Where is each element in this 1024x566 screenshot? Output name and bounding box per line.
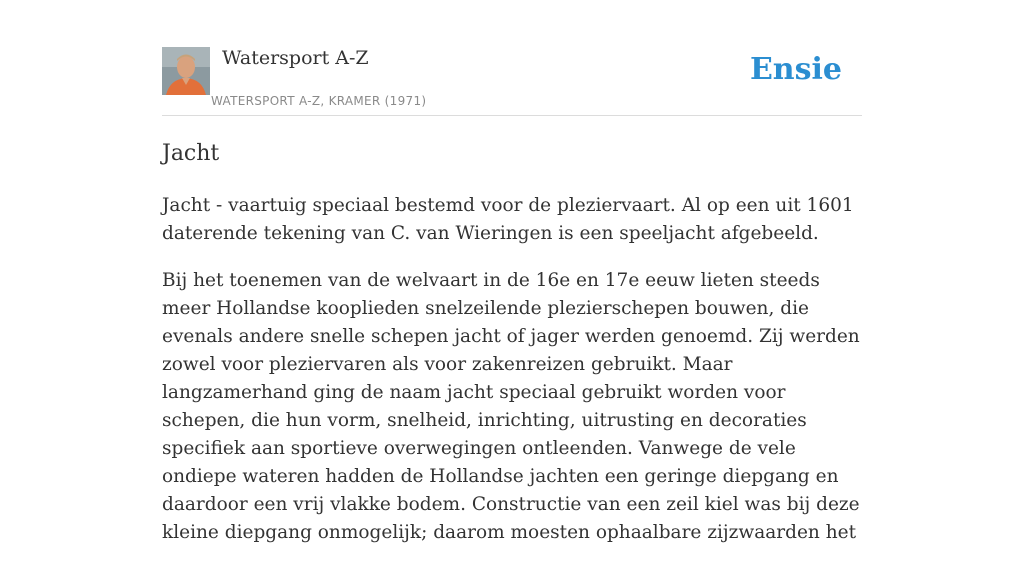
article-paragraph: Bij het toenemen van de welvaart in de 16e en 17e eeuw lieten steeds meer Hollandse kooplieden snelzeilende plezierschepen bouwen, die evenals andere snelle schepen jacht of jager werden genoemd. Zij werden zowel voor pleziervaren als voor zakenreizen gebruikt. Maar langzamerhand ging de naam jacht speciaal gebruikt worden voor schepen, die hun vorm, snelheid, inrichting, uitrusting en decoraties specifiek aan sportieve overwegingen ontleenden. Vanwege de vele ondiepe wateren hadden de Hollandse jachten een geringe diepgang en daardoor een vrij vlakke bodem. Constructie van een zeil kiel was bij deze kleine diepgang onmogelijk; daarom moesten ophaalbare zijzwaarden het: [162, 270, 860, 543]
header: [162, 46, 862, 116]
ensie-logo[interactable]: Ensie: [749, 52, 842, 87]
source-label: WATERSPORT A-Z, KRAMER (1971): [211, 94, 427, 108]
article-title: Jacht: [162, 141, 220, 166]
article-paragraph: Jacht - vaartuig speciaal bestemd voor de pleziervaart. Al op een uit 1601 daterende tekening van C. van Wieringen is een speeljacht afgebeeld.: [162, 195, 854, 244]
author-name[interactable]: Watersport A-Z: [222, 47, 369, 69]
avatar-photo-icon[interactable]: [162, 47, 210, 95]
article-body: [162, 192, 862, 566]
